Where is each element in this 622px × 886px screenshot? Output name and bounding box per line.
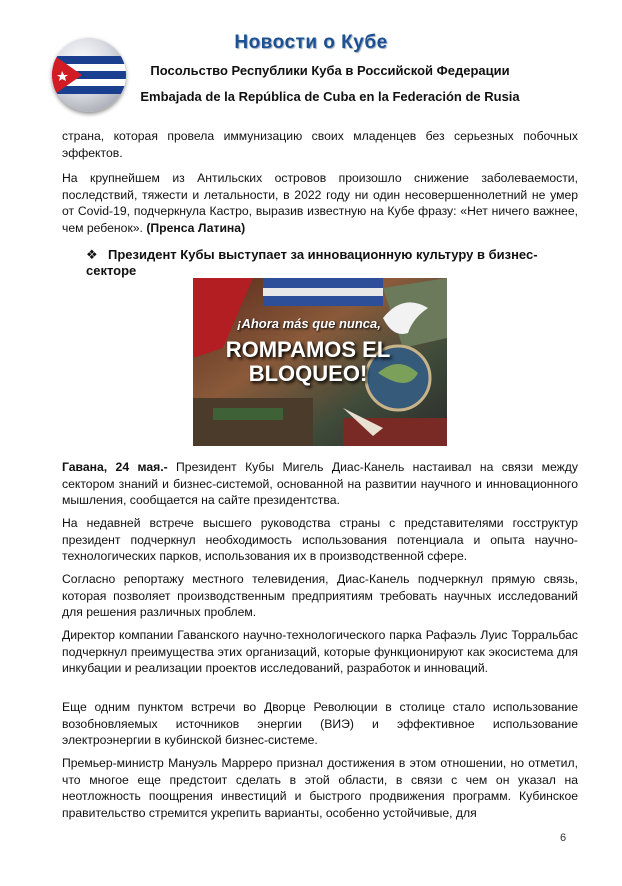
paragraph-3 <box>62 459 578 509</box>
paragraph-3-text: Президент Кубы Мигель Диас-Канель настаивал на связи между сектором знаний и бизнес-системой, основанной на развитии научного и инновационного мышления, сообщается на сайте президентства. <box>62 460 578 508</box>
paragraph-2-text: На крупнейшем из Антильских островов произошло снижение заболеваемости, последствий, тяжести и летальности, в 2022 году ни один несовершеннолетний не умер от Covid-19, подчеркнула Кастро, выразив известную на Кубе фразу: «Нет ничего важнее, чем ребенок». <box>62 171 578 235</box>
paragraph-5-block <box>62 571 578 621</box>
page-number: 6 <box>560 832 567 844</box>
bulletin-title: Новости о Кубе <box>234 32 388 53</box>
article-photo <box>193 278 447 446</box>
paragraph-1: страна, которая провела иммунизацию своих младенцев без серьезных побочных эффектов. <box>62 129 578 160</box>
paragraph-2 <box>62 170 578 236</box>
dateline: Гавана, 24 мая.- <box>62 460 168 474</box>
section-heading-text: Президент Кубы выступает за инновационную культуру в бизнес-секторе <box>86 247 538 278</box>
source-credit: (Пренса Латина) <box>146 220 246 235</box>
paragraph-4: На недавней встрече высшего руководства страны с представителями госструктур президент подчеркнул необходимость использования потенциала и опыта научно-технологических парков, использования их в производственной сфере. <box>62 516 578 564</box>
paragraph-8: Премьер-министр Мануэль Марреро признал достижения в этом отношении, но отметил, что многое еще предстоит сделать в этой области, в связи с чем он указал на неотложность поощрения инвестиций и быстрого продвижения программ. Кубинское правительство стремится укрепить варианты, особенно устойчивые, для <box>62 756 578 820</box>
embassy-name-es: Embajada de la República de Cuba en la Federación de Rusia <box>140 89 520 104</box>
paragraph-8-block <box>62 755 578 821</box>
page-header <box>0 0 622 118</box>
photo-caption-line1: ¡Ahora más que nunca, <box>237 316 381 331</box>
paragraph-4-block <box>62 515 578 565</box>
paragraph-5: Согласно репортажу местного телевидения, Диас-Канель подчеркнул прямую связь, которая позволяет производственным предприятиям требовать научных исследований для решения различных проблем. <box>62 572 578 620</box>
section-heading <box>86 247 586 278</box>
photo-caption-line2: ROMPAMOS EL BLOQUEO! <box>225 337 391 386</box>
paragraph-6: Директор компании Гаванского научно-технологического парка Рафаэль Луис Торральбас подчеркнул преимущества этих организаций, которые функционируют как экосистема для инкубации и реализации проектов исследований, разработок и инноваций. <box>62 628 578 676</box>
paragraph-7: Еще одним пунктом встречи во Дворце Революции в столице стало использование возобновляемых источников энергии (ВИЭ) и эффективное использование электроэнергии в кубинской бизнес-системе. <box>62 700 578 748</box>
paragraph-7-block <box>62 699 578 749</box>
embassy-name-ru: Посольство Республики Куба в Российской Федерации <box>150 63 510 78</box>
article-continuation <box>62 128 578 161</box>
paragraph-3-block <box>62 459 578 509</box>
diamond-bullet-icon: ❖ <box>86 247 98 262</box>
paragraph-6-block <box>62 627 578 677</box>
paragraph-2-block <box>62 170 578 236</box>
